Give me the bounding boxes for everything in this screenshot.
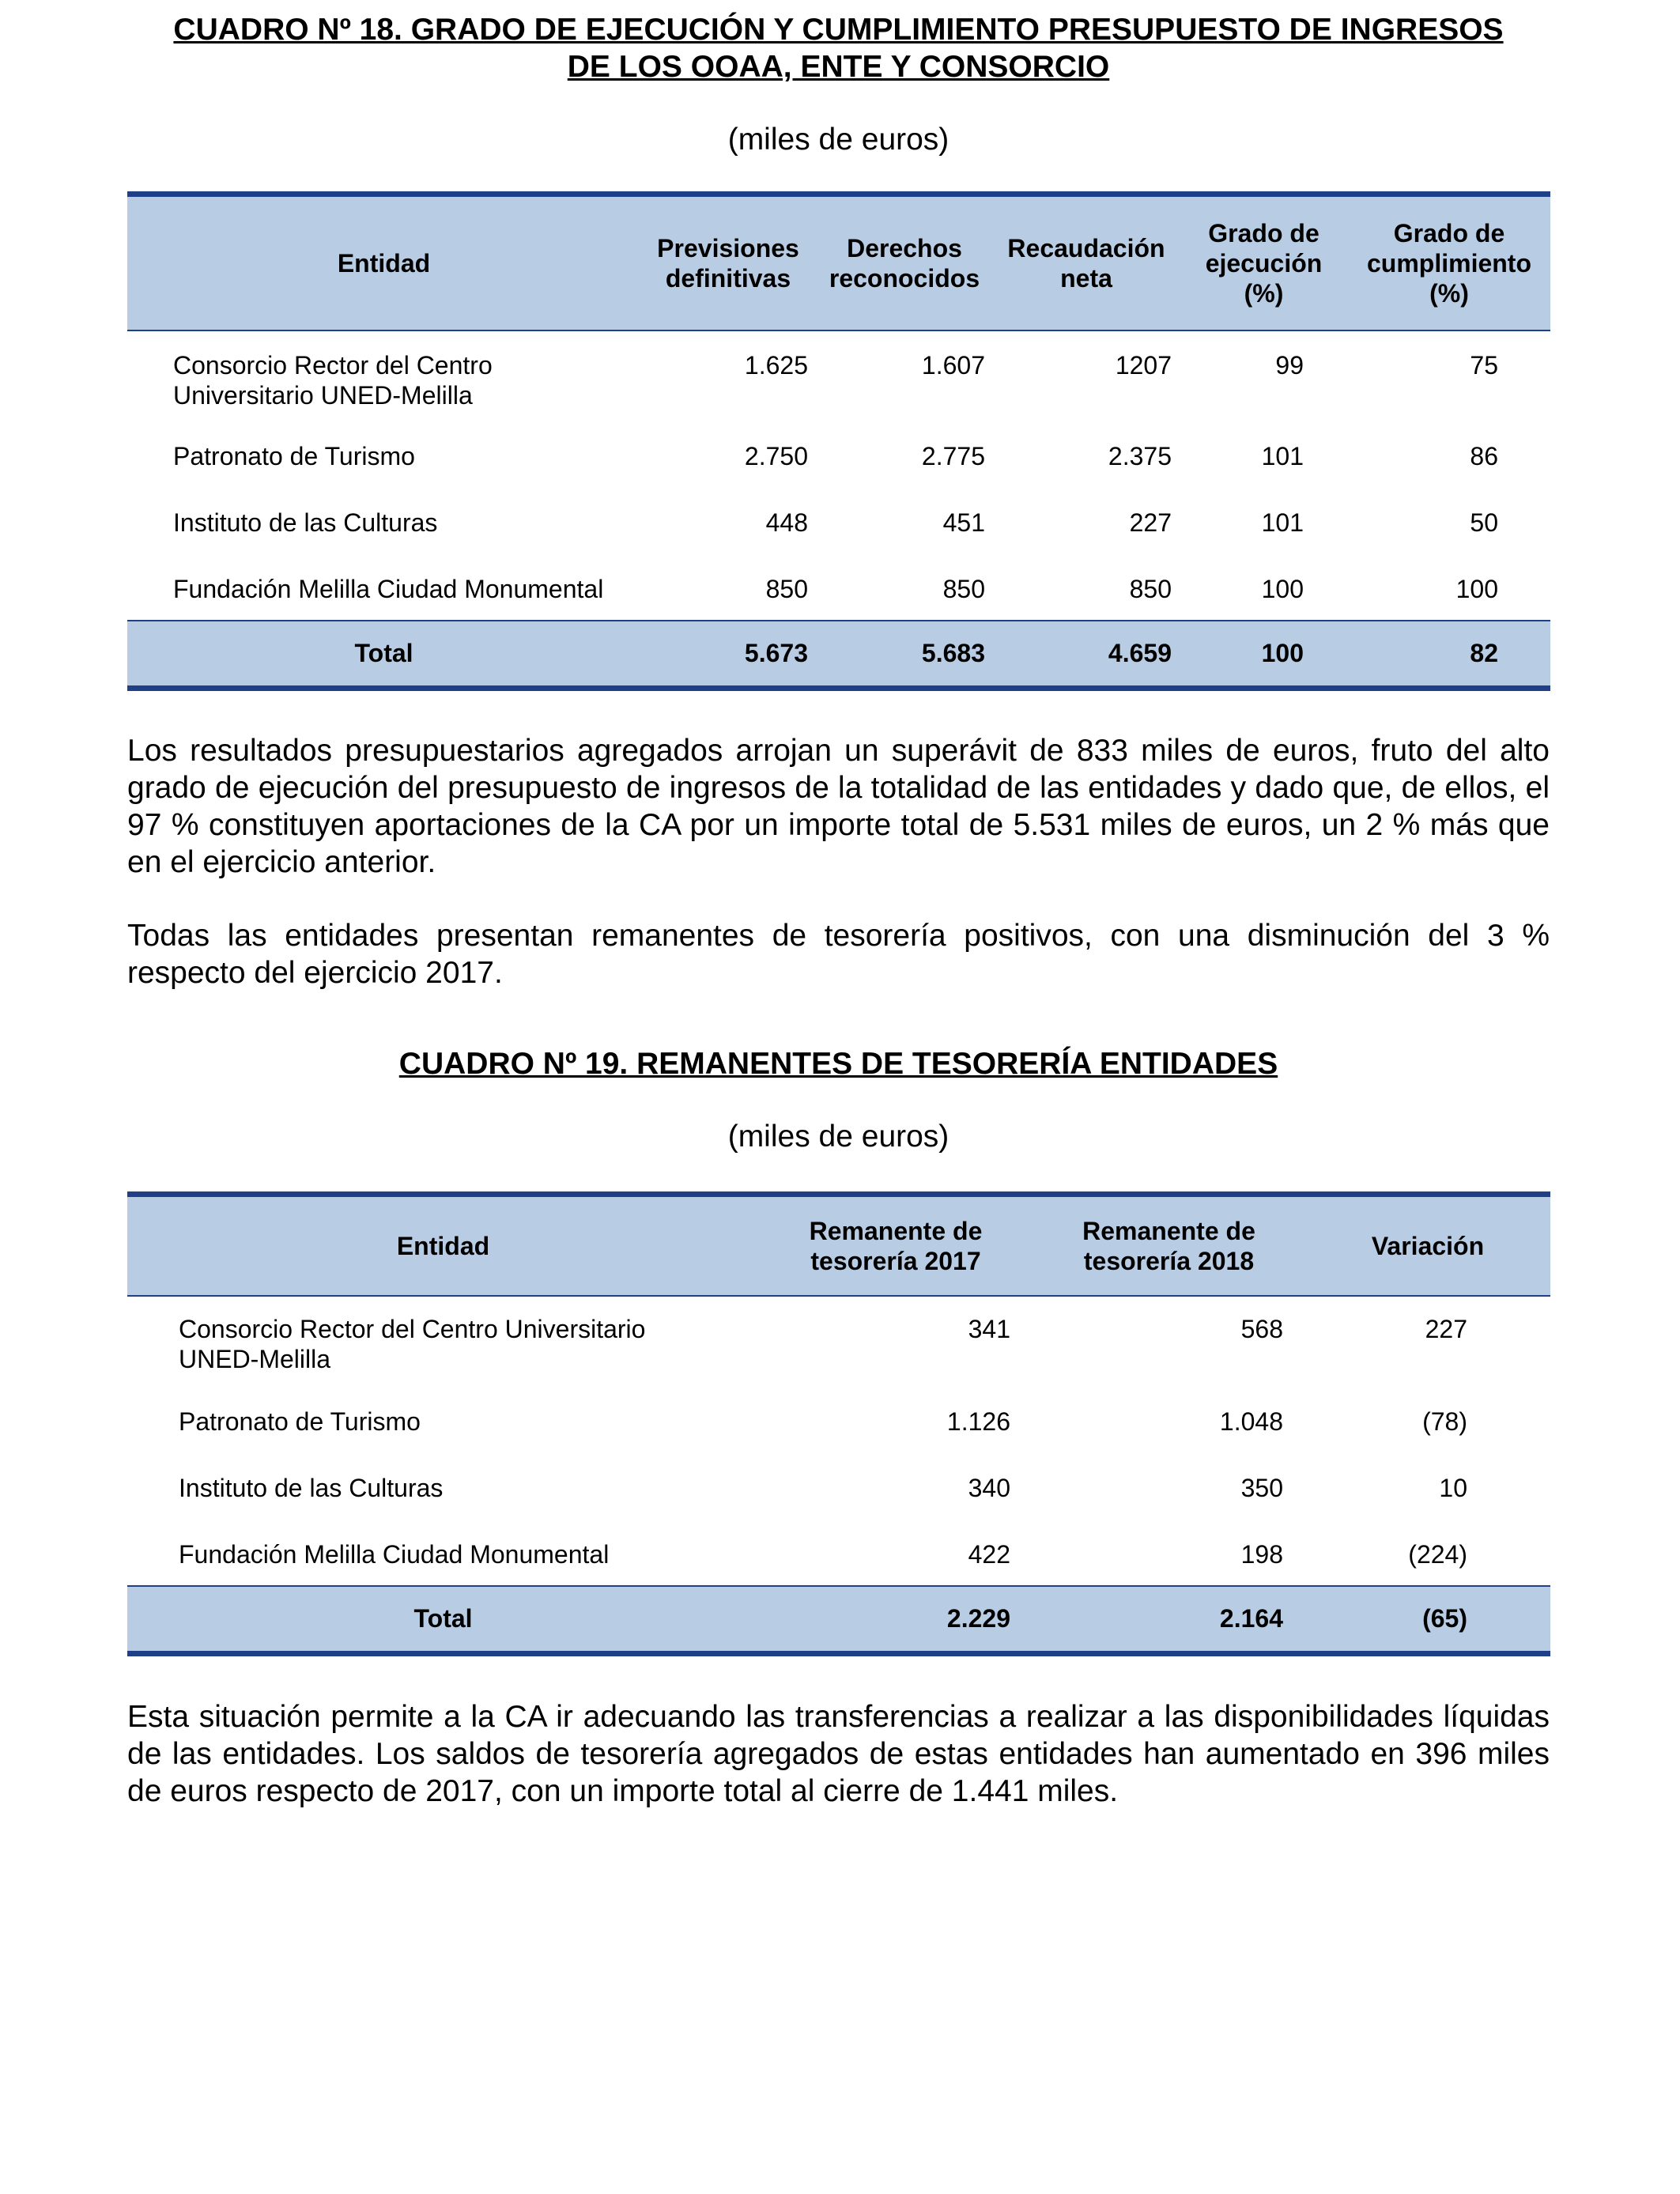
header-entidad: Entidad [127, 194, 640, 330]
cell-rem2017: 1.126 [946, 1407, 1010, 1436]
table-row [127, 428, 1550, 494]
cuadro18-title-line2: DE LOS OOAA, ENTE Y CONSORCIO [567, 50, 1110, 84]
cell-variacion: 10 [1439, 1473, 1467, 1502]
cell-rem2018: 1.048 [1219, 1407, 1283, 1436]
cell-entidad: Patronato de Turismo [179, 1407, 421, 1436]
cell-derechos: 451 [942, 508, 985, 537]
header-recaudacion: Recaudación neta [993, 194, 1180, 330]
cuadro19-table [127, 1191, 1550, 1656]
header-previsiones: Previsiones definitivas [640, 194, 816, 330]
cell-entidad: Consorcio Rector del Centro Universitario UNED-Melilla [179, 1314, 646, 1373]
cell-recaudacion: 1207 [1115, 350, 1172, 380]
cuadro19-units: (miles de euros) [727, 1120, 949, 1154]
table-row [127, 561, 1550, 621]
header-rem2017: Remanente de tesorería 2017 [759, 1195, 1033, 1296]
cuadro18-title-line1: CUADRO Nº 18. GRADO DE EJECUCIÓN Y CUMPLIMIENTO PRESUPUESTO DE INGRESOS [173, 13, 1504, 47]
header-variacion: Variación [1305, 1195, 1550, 1296]
cell-recaudacion: 227 [1129, 508, 1172, 537]
total-ejecucion: 100 [1180, 621, 1348, 689]
cell-derechos: 850 [942, 574, 985, 603]
table-header-row [127, 194, 1550, 330]
total-recaudacion: 4.659 [993, 621, 1180, 689]
cell-entidad: Patronato de Turismo [173, 441, 415, 470]
total-variacion: (65) [1305, 1586, 1550, 1654]
table-row [127, 330, 1550, 428]
cell-derechos: 1.607 [921, 350, 985, 380]
cell-derechos: 2.775 [921, 441, 985, 470]
cell-cumplimiento: 100 [1455, 574, 1498, 603]
table-row [127, 1393, 1550, 1460]
cell-rem2018: 198 [1240, 1539, 1283, 1569]
table-header-row [127, 1195, 1550, 1296]
cell-previsiones: 2.750 [744, 441, 808, 470]
cell-variacion: (78) [1422, 1407, 1467, 1436]
cuadro18-units: (miles de euros) [727, 123, 949, 157]
cell-entidad: Instituto de las Culturas [173, 508, 438, 537]
cell-entidad: Instituto de las Culturas [179, 1473, 444, 1502]
total-previsiones: 5.673 [640, 621, 816, 689]
header-derechos: Derechos reconocidos [816, 194, 993, 330]
cell-entidad: Fundación Melilla Ciudad Monumental [179, 1539, 610, 1569]
header-ejecucion: Grado de ejecución (%) [1180, 194, 1348, 330]
cell-recaudacion: 2.375 [1108, 441, 1172, 470]
cell-rem2017: 340 [968, 1473, 1010, 1502]
cell-rem2017: 341 [968, 1314, 1010, 1343]
table-row [127, 1296, 1550, 1393]
cell-variacion: (224) [1408, 1539, 1467, 1569]
header-entidad: Entidad [127, 1195, 759, 1296]
cell-rem2017: 422 [968, 1539, 1010, 1569]
header-cumplimiento: Grado de cumplimiento (%) [1348, 194, 1550, 330]
cell-ejecucion: 99 [1275, 350, 1304, 380]
cell-ejecucion: 101 [1261, 441, 1304, 470]
cell-ejecucion: 100 [1261, 574, 1304, 603]
cell-entidad: Fundación Melilla Ciudad Monumental [173, 574, 604, 603]
table-total-row [127, 621, 1550, 689]
cell-rem2018: 568 [1240, 1314, 1283, 1343]
cell-entidad: Consorcio Rector del Centro Universitario UNED-Melilla [173, 350, 493, 410]
total-rem2017: 2.229 [759, 1586, 1033, 1654]
paragraph-superavit: Los resultados presupuestarios agregados arrojan un superávit de 833 miles de euros, fruto del alto grado de ejecución del presupuesto de ingresos de la totalidad de las entidades y dado que, de ellos, el 97 % constituyen aportaciones de la CA por un importe total de 5.531 miles de euros, un 2 % más que en el ejercicio anterior. [127, 734, 1550, 879]
table-row [127, 1526, 1550, 1586]
cell-variacion: 227 [1425, 1314, 1467, 1343]
cell-previsiones: 1.625 [744, 350, 808, 380]
table-row [127, 1460, 1550, 1526]
cell-cumplimiento: 75 [1470, 350, 1498, 380]
cell-cumplimiento: 50 [1470, 508, 1498, 537]
cuadro18-title [127, 11, 1550, 85]
cell-previsiones: 850 [765, 574, 808, 603]
total-label: Total [127, 621, 640, 689]
table-row [127, 494, 1550, 561]
cell-ejecucion: 101 [1261, 508, 1304, 537]
paragraph-remanentes: Todas las entidades presentan remanentes de tesorería positivos, con una disminución del 3 % respecto del ejercicio 2017. [127, 919, 1550, 990]
header-rem2018: Remanente de tesorería 2018 [1033, 1195, 1305, 1296]
total-rem2018: 2.164 [1033, 1586, 1305, 1654]
cuadro18-table [127, 191, 1550, 691]
table-total-row [127, 1586, 1550, 1654]
total-label: Total [127, 1586, 759, 1654]
total-derechos: 5.683 [816, 621, 993, 689]
total-cumplimiento: 82 [1348, 621, 1550, 689]
paragraph-saldos: Esta situación permite a la CA ir adecuando las transferencias a realizar a las disponibilidades líquidas de las entidades. Los saldos de tesorería agregados de estas entidades han aumentado en 396 miles de euros respecto de 2017, con un importe total al cierre de 1.441 miles. [127, 1700, 1550, 1808]
cell-previsiones: 448 [765, 508, 808, 537]
cell-rem2018: 350 [1240, 1473, 1283, 1502]
cell-cumplimiento: 86 [1470, 441, 1498, 470]
cell-recaudacion: 850 [1129, 574, 1172, 603]
cuadro19-title: CUADRO Nº 19. REMANENTES DE TESORERÍA ENTIDADES [398, 1047, 1278, 1081]
